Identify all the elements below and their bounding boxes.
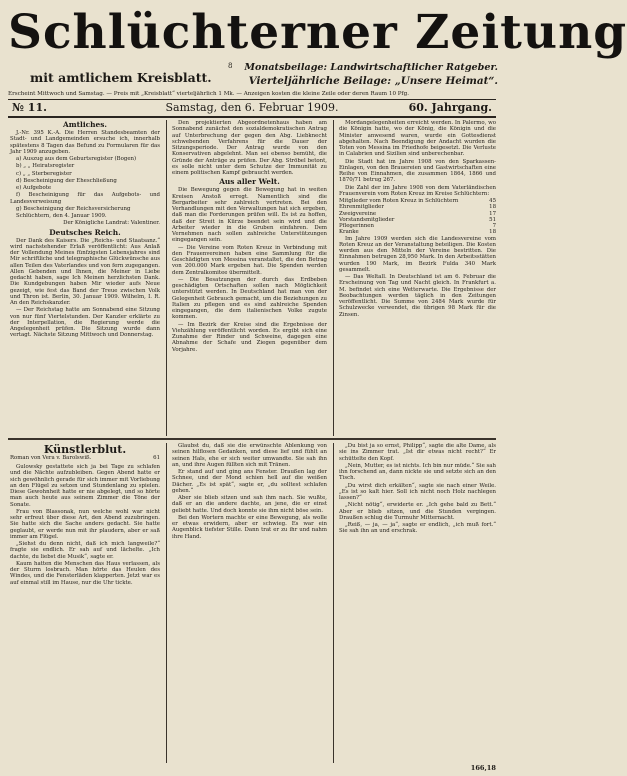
paragraph: Der Dank des Kaisers. Die „Reichs- und Staatsanz.“ wird nachstehender Erlaß veröffentlicht: Aus Anlaß der Vollendung Meines fünfzigsten Lebensjahres sind Mir schriftliche und telegraphische Glückwünsche aus allen Teilen des Vaterlandes und von fern zugegangen. Allen Gebenden und Ihnen, die Meiner in Liebe gedacht haben, sage Ich Meinen herzlichsten Dank. Die Kundgebungen haben Mir wieder aufs Neue gezeigt, wie fest das Band der Treue zwischen Volk und Thron ist. Berlin, 30. Januar 1909. Wilhelm, I. R. An den Reichskanzler. [10, 237, 160, 306]
table-row: Kranke 18 [339, 229, 496, 236]
feuilleton-column-3 [339, 443, 496, 762]
paragraph: Glaubst du, daß sie die erwünschte Ablenkung von seinen hilflosen Gedanken, und diese lief und fühlt an seinen Hals, ehe er sich weiter umwandte. Sie sah ihn an, und ihre Augen füllten sich mit Tränen. [172, 443, 327, 468]
paragraph: „Du bist ja so ernst, Philipp“, sagte die alte Dame, als sie ins Zimmer trat. „Ist dir etwas nicht recht?“ Er schüttelte den Kopf. [339, 443, 496, 462]
paragraph: „Siehst du denn nicht, daß ich mich langweile?“ fragte sie endlich. Er sah auf und lächelte. „Ich dachte, du liebst die Musik“, sagte er. [10, 541, 160, 560]
list-item: d) Bescheinigung der Eheschließung [16, 177, 117, 184]
table-row: Zweigvereine 17 [339, 210, 496, 217]
table-row: Ehrenmitglieder 18 [339, 204, 496, 211]
paragraph: „Nein, Mutter, es ist nichts. Ich bin nur müde.“ Sie sah ihn forschend an, dann nickte sie und setzte sich an den Tisch. [339, 462, 496, 482]
masthead-subtitle: mit amtlichem Kreisblatt. [30, 70, 212, 85]
column-3 [339, 120, 496, 436]
issue-bar [8, 100, 496, 118]
page-number: 166,18 [470, 764, 496, 772]
paragraph: J.-Nr. 395 K.-A. Die Herren Standesbeamten der Stadt- und Landgemeinden ersuche ich, innerhalb spätestens 8 Tagen das Befund zu Formularen für das Jahr 1909 anzugeben. [10, 130, 160, 155]
signature: Der Königliche Landrat: Valentiner. [63, 220, 160, 227]
column-divider [166, 120, 167, 436]
feuilleton-divider [8, 438, 496, 440]
paragraph: Aber sie blieb sitzen und sah ihm nach. Sie wußte, daß er an die andere dachte, an jene, die er einst geliebt hatte. Und doch konnte sie ihm nicht böse sein. [172, 495, 327, 514]
issue-date: Samstag, den 6. Februar 1909. [165, 101, 339, 114]
paragraph: Bei den Wortern machte er eine Bewegung, als wolle er etwas erwidern, aber er schwieg. Es war ein Augenblick tiefster Stille. Dann trat er zu ihr und nahm ihre Hand. [172, 514, 327, 540]
paragraph: — Der Reichstag hatte am Sonnabend eine Sitzung von nur fünf Viertelstunden. Der Kanzler erklärte zu der Interpellation, die Regierung werde die Angelegenheit prüfen. Die Sitzung wurde dann vertagt. Nächste Sitzung Mittwoch und Donnerstag. [10, 307, 160, 339]
installment-number: 61 [153, 455, 160, 461]
publication-info-line: Erscheint Mittwoch und Samstag. — Preis mit „Kreisblatt“ vierteljährlich 1 Mk. — Anzeigen kosten die kleine Zeile oder deren Raum 10 Pfg. [8, 91, 496, 100]
list-item: b) „ „ Heiratsregister [16, 163, 75, 170]
feuilleton-title: Künstlerblut. [43, 443, 127, 456]
paragraph: Frau von Blassonak, nun welche wohl war nicht sehr erfreut über diese Art, den Abend zuzubringen. Sie hatte sich die Sache anders gedacht. Sie hatte geglaubt, er werde nun mit ihr plaudern, aber er saß immer am Flügel. [10, 508, 160, 540]
supplement-quarterly: Vierteljährliche Beilage: „Unsere Heimat“. [248, 75, 498, 87]
section-heading: Deutsches Reich. [49, 227, 121, 237]
column-1 [10, 120, 160, 436]
paragraph: Er stand auf und ging ans Fenster. Draußen lag der Schnee, und der Mond schien hell auf die weißen Dächer. „Es ist spät“, sagte er, „du solltest schlafen gehen.“ [172, 469, 327, 494]
paragraph: Gulowsky gestattete sich ja bei Tage zu schlafen und die Nächte aufzubleiben. Gegen Abend hatte er sich gewöhnlich gerade für sich immer mit Vorliebung an den Flügel zu setzen und Stundenlang zu spielen. Diese Gewohnheit hatte er nie abgelegt, und so hörte man auch heute aus seinem Zimmer die Töne der Sonate. [10, 464, 160, 508]
issue-year: 60. Jahrgang. [408, 101, 492, 114]
feuilleton-byline: Roman von Vera v. Barolswiß. 61 [10, 455, 160, 461]
feuilleton-column-2 [172, 443, 327, 762]
paragraph: — Im Bezirk der Kreise sind die Ergebnisse der Viehzählung veröffentlicht worden. Es ergibt sich eine Zunahme der Rinder und Schweine, dagegen eine Abnahme der Schafe und Ziegen gegenüber dem Vorjahre. [172, 321, 327, 353]
paragraph: Im Jahre 1909 werden sich die Landesvereine vom Roten Kreuz an der Veranstaltung beteiligen. Die Kosten werden aus den Mitteln der Vereine bestritten. Die Einnahmen betrugen 28,950 Mark. In den Arbeitsstätten wurden 190 Mark, im Bezirk Fulda 340 Mark gesammelt. [339, 235, 496, 273]
column-divider [333, 120, 334, 436]
paragraph: Die Bewegung gegen die Bewegung hat in weiten Kreisen Anstoß erregt. Namentlich sind die Bergarbeiter sehr zahlreich vertreten. Bei den Verhandlungen mit den Verwaltungen hat sich ergeben, daß man die Forderungen prüfen will. Es ist zu hoffen, daß der Streit in Kürze beendet sein wird und die Arbeiter wieder in die Gruben einfahren. Dem Vernehmen nach sollen zahlreiche Unterstützungen eingegangen sein. [172, 187, 327, 244]
paragraph: Kaum hatten die Menschen das Haus verlassen, als der Sturm losbrach. Man hörte das Heulen des Windes, und die Fensterläden klapperten. Jetzt war es auf einmal still im Hause, nur die Uhr tickte. [10, 560, 160, 586]
section-heading: Amtliches. [63, 120, 107, 129]
table-row: Mitglieder vom Roten Kreuz in Schlüchtern 45 [339, 198, 496, 204]
issue-number: № 11. [12, 101, 47, 114]
paragraph: „Reiß, — ja, — ja“, sagte er endlich, „ich muß fort.“ Sie sah ihn an und erschrak. [339, 522, 496, 535]
feuilleton-column-1 [10, 464, 160, 762]
paragraph: „Nicht nötig“, erwiderte er. „Ich gehe bald zu Bett.“ Aber er blieb sitzen, und die Stunden vergingen. Draußen schlug die Turmuhr Mitternacht. [339, 502, 496, 521]
paragraph: — Die Vereine vom Roten Kreuz in Verbindung mit den Frauenvereinen haben eine Sammlung für die Geschädigten von Messina veranstaltet, die den Betrag von 200.000 Mark ergeben hat. Die Spenden werden dem Zentralkomitee übermittelt. [172, 244, 327, 276]
paragraph: — Die Besatzungen der durch das Erdbeben geschädigten Ortschaften sollen nach Möglichkeit unterstützt werden. In Deutschland hat man von der Gelegenheit Gebrauch gemacht, um die Beziehungen zu Italien zu pflegen und es sind zahlreiche Spenden eingegangen, die dem italienischen Volke zugute kommen. [172, 276, 327, 321]
list-item: c) „ „ Sterberegister [16, 170, 72, 177]
masthead-title: Schlüchterner Zeitung [8, 5, 627, 60]
paragraph: Die Zahl der im Jahre 1908 von dem Vaterländischen Frauenverein vom Roten Kreuz im Kreise Schlüchtern: [339, 184, 496, 197]
list-item: f) Bescheinigung für das Aufgebots- und Landesverweisung [10, 192, 160, 205]
paragraph: Den projektierten Abgeordnetenhaus haben am Sonnabend zunächst den sozialdemokratischen Antrag auf Unterbrechung der gegen den Abg. Liebknecht schwebenden Verfahrens für die Dauer der Sitzungsperiode. Der Antrag wurde von den Konservativen abgelehnt. Man sei ebenso bemüht, die Gründe der Anträge zu prüfen. Der Abg. Ströbel betont, es solle nicht unter dem Schutze der Immunität zu einem politischen Kampf gebraucht werden. [172, 120, 327, 176]
paragraph: Mordangelegenheiten erreicht werden. In Palermo, wo die Königin hatte, wo der König, die Königin und die Minister anwesend waren, wurde ein Gottesdienst abgehalten. Nach Beendigung der Andacht wurden die Toten von Messina im Friedhofe beigesetzt. Die Verluste in Calabrien und Sizilien sind unberechenbar. [339, 120, 496, 158]
archive-stamp: 8 [228, 62, 233, 70]
section-heading: Aus aller Welt. [219, 177, 280, 187]
paragraph: — Das Weltall. In Deutschland ist am 6. Februar die Erscheinung von Tag und Nacht gleich. In Frankfurt a. M. befindet sich eine Wetterwarte. Die Ergebnisse der Beobachtungen werden täglich in den Zeitungen veröffentlicht. Die Summe von 2484 Mark wurde für Schulzwecke verwendet, die übrigen 98 Mark für die Zinsen. [339, 274, 496, 318]
paragraph: Die Stadt hat im Jahre 1908 von den Sparkassen-Einlagen, von den Brauereien und Gastwirtschaften eine Reihe von Einnahmen, die zusammen 1864, 1866 und 1870/71 betrug 267. [339, 158, 496, 184]
list-item: a) Auszug aus dem Geburtsregister (Bogen) [16, 156, 137, 162]
table-row: Pflegerinnen 7 [339, 223, 496, 229]
column-divider [166, 443, 167, 763]
table-row: Vorstandsmitglieder 51 [339, 216, 496, 223]
sign-date: Schlüchtern, den 4. Januar 1909. [16, 213, 107, 219]
list-item: e) Aufgebote [16, 185, 52, 191]
column-divider [333, 443, 334, 763]
list-item: g) Bescheinigung der Reichsversicherung [16, 205, 131, 212]
paragraph: „Du wirst dich erkälten“, sagte sie nach einer Weile. „Es ist so kalt hier. Soll ich nicht noch Holz nachlegen lassen?“ [339, 482, 496, 501]
supplement-monthly: Monatsbeilage: Landwirtschaftlicher Ratgeber. [244, 62, 498, 73]
column-2 [172, 120, 327, 436]
